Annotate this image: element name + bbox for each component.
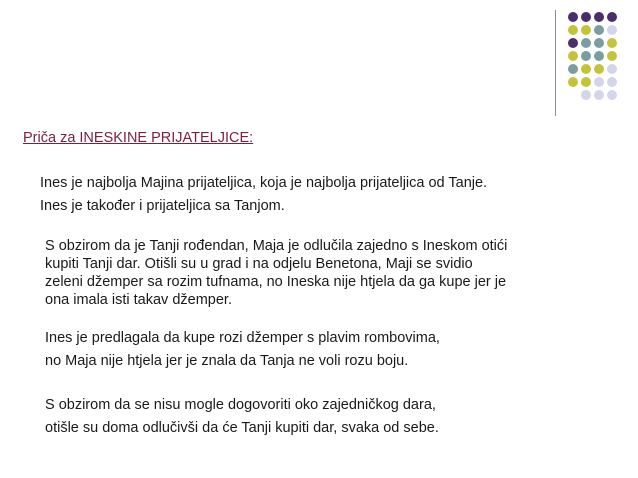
decorative-dot bbox=[607, 90, 617, 100]
text-line: S obzirom da je Tanji rođendan, Maja je odlučila zajedno s Ineskom otići bbox=[45, 238, 508, 254]
decorative-dot bbox=[594, 12, 604, 22]
text-line: no Maja nije htjela jer je znala da Tanja ne voli rozu boju. bbox=[45, 353, 409, 369]
decorative-dot bbox=[594, 51, 604, 61]
decorative-dot bbox=[568, 64, 578, 74]
decorative-dot bbox=[607, 51, 617, 61]
decorative-dot bbox=[607, 64, 617, 74]
vertical-divider bbox=[555, 10, 556, 116]
decorative-dot bbox=[568, 12, 578, 22]
decorative-dot bbox=[568, 51, 578, 61]
decorative-dot bbox=[568, 77, 578, 87]
text-line: otišle su doma odlučivši da će Tanji kupiti dar, svaka od sebe. bbox=[45, 420, 439, 436]
decorative-dot bbox=[581, 38, 591, 48]
paragraph-3 bbox=[45, 327, 440, 373]
decorative-dot bbox=[581, 77, 591, 87]
decorative-dot bbox=[594, 38, 604, 48]
text-line: Ines je najbolja Majina prijateljica, koja je najbolja prijateljica od Tanje. bbox=[40, 175, 488, 191]
decorative-dot bbox=[581, 64, 591, 74]
text-line: kupiti Tanji dar. Otišli su u grad i na odjelu Benetona, Maji se svidio bbox=[45, 256, 473, 272]
decorative-dot bbox=[581, 90, 591, 100]
decorative-dot bbox=[594, 90, 604, 100]
decorative-dot bbox=[594, 25, 604, 35]
decorative-dot bbox=[594, 77, 604, 87]
paragraph-4 bbox=[45, 394, 439, 440]
text-line: zeleni džemper sa rozim tufnama, no Ineska nije htjela da ga kupe jer je bbox=[45, 274, 507, 290]
story-title: Priča za INESKINE PRIJATELJICE: bbox=[23, 130, 254, 146]
paragraph-1 bbox=[40, 174, 487, 216]
decorative-dot bbox=[607, 25, 617, 35]
decorative-dot bbox=[607, 12, 617, 22]
text-line: ona imala isti takav džemper. bbox=[45, 292, 232, 308]
decorative-dot bbox=[581, 12, 591, 22]
decorative-dot bbox=[581, 51, 591, 61]
decorative-dot bbox=[581, 25, 591, 35]
decorative-dot bbox=[568, 38, 578, 48]
decorative-dot bbox=[607, 38, 617, 48]
decorative-dot bbox=[568, 25, 578, 35]
text-line: Ines je predlagala da kupe rozi džemper s plavim rombovima, bbox=[45, 330, 440, 346]
text-line: Ines je također i prijateljica sa Tanjom. bbox=[40, 198, 285, 214]
decorative-dot bbox=[607, 77, 617, 87]
text-line: S obzirom da se nisu mogle dogovoriti oko zajedničkog dara, bbox=[45, 397, 436, 413]
paragraph-2 bbox=[45, 237, 507, 309]
decorative-dot bbox=[594, 64, 604, 74]
